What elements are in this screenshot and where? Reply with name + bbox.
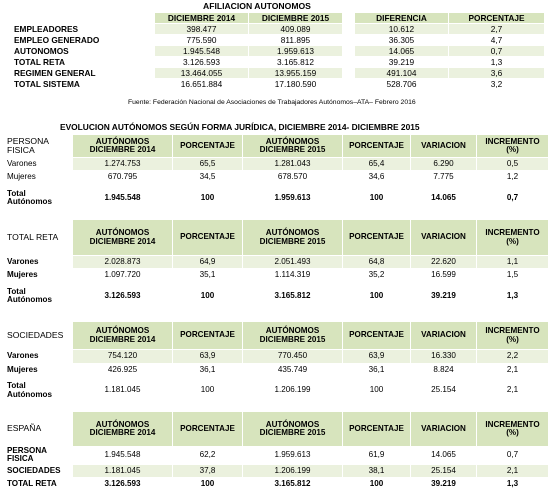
- cell: 435.749: [243, 364, 343, 377]
- table-row: [3, 256, 549, 269]
- col-header: AUTÓNOMOS DICIEMBRE 2014: [73, 412, 173, 447]
- section-header-row: [3, 322, 549, 350]
- row-label: EMPLEADORES: [7, 24, 155, 35]
- cell: 1.181.045: [73, 464, 173, 477]
- cell: 6.290: [411, 158, 477, 171]
- cell: 2,1: [477, 364, 549, 377]
- cell: 811.895: [249, 35, 343, 46]
- cell: 63,9: [343, 350, 411, 364]
- cell: 2,1: [477, 377, 549, 405]
- cell: 16.599: [411, 269, 477, 282]
- cell: 34,6: [343, 171, 411, 184]
- cell: 1.959.613: [243, 447, 343, 465]
- cell: 1,2: [477, 171, 549, 184]
- table-row: [3, 464, 549, 477]
- table-row: [3, 377, 549, 405]
- row-label: SOCIEDADES: [3, 464, 73, 477]
- cell: 678.570: [243, 171, 343, 184]
- cell: 35,2: [343, 269, 411, 282]
- row-label: TOTAL RETA: [3, 477, 73, 490]
- cell: 4,7: [449, 35, 545, 46]
- cell: 3.126.593: [73, 282, 173, 311]
- cell: 14.065: [411, 184, 477, 213]
- table-row: [7, 35, 545, 46]
- cell: 100: [173, 282, 243, 311]
- cell: 1.945.548: [73, 184, 173, 213]
- section-name: ESPAÑA: [3, 412, 73, 447]
- cell: 1.959.613: [243, 184, 343, 213]
- cell: 100: [173, 377, 243, 405]
- row-label: AUTONOMOS: [7, 46, 155, 57]
- col-header: PORCENTAJE: [343, 322, 411, 350]
- col-header: PORCENTAJE: [343, 135, 411, 158]
- table-row: [3, 184, 549, 213]
- cell: 1,3: [477, 477, 549, 490]
- col-header: AUTÓNOMOS DICIEMBRE 2015: [243, 322, 343, 350]
- section-name: TOTAL RETA: [3, 220, 73, 256]
- cell: 22.620: [411, 256, 477, 269]
- table-row: [3, 158, 549, 171]
- table-row: [3, 350, 549, 364]
- cell: 3.165.812: [243, 282, 343, 311]
- cell: 1.281.043: [243, 158, 343, 171]
- cell: 36.305: [355, 35, 449, 46]
- cell: 775.590: [155, 35, 249, 46]
- cell: 0,5: [477, 158, 549, 171]
- cell: 2.051.493: [243, 256, 343, 269]
- col-header: PORCENTAJE: [343, 412, 411, 447]
- cell: 7.775: [411, 171, 477, 184]
- col-header: INCREMENTO (%): [477, 135, 549, 158]
- col-header: AUTÓNOMOS DICIEMBRE 2015: [243, 135, 343, 158]
- section-header-row: [3, 412, 549, 447]
- table-row: [3, 269, 549, 282]
- cell: 100: [173, 477, 243, 490]
- cell: 2,1: [477, 464, 549, 477]
- cell: 10.612: [355, 24, 449, 35]
- cell: 100: [173, 184, 243, 213]
- cell: 64,9: [173, 256, 243, 269]
- cell: 63,9: [173, 350, 243, 364]
- cell: 754.120: [73, 350, 173, 364]
- cell: 1,5: [477, 269, 549, 282]
- cell: 36,1: [173, 364, 243, 377]
- cell: 64,8: [343, 256, 411, 269]
- row-label: TOTAL SISTEMA: [7, 79, 155, 90]
- col-header: PORCENTAJE: [173, 412, 243, 447]
- table-row: [3, 282, 549, 311]
- cell: 1.206.199: [243, 464, 343, 477]
- page-title: AFILIACION AUTONOMOS: [203, 1, 311, 11]
- row-label: Mujeres: [3, 171, 73, 184]
- cell: 35,1: [173, 269, 243, 282]
- table-row: [7, 46, 545, 57]
- cell: 39.219: [355, 57, 449, 68]
- col-header: PORCENTAJE: [173, 322, 243, 350]
- col-header: PORCENTAJE: [173, 135, 243, 158]
- cell: 39.219: [411, 282, 477, 311]
- col-header: INCREMENTO (%): [477, 220, 549, 256]
- cell: 100: [343, 184, 411, 213]
- cell: 0,7: [477, 184, 549, 213]
- row-label: Total Autónomos: [3, 184, 73, 213]
- cell: 13.955.159: [249, 68, 343, 79]
- section-espana: [2, 411, 549, 491]
- cell: 8.824: [411, 364, 477, 377]
- col-header: DICIEMBRE 2015: [249, 13, 343, 24]
- col-header: PORCENTAJE: [449, 13, 545, 24]
- cell: 37,8: [173, 464, 243, 477]
- cell: 14.065: [355, 46, 449, 57]
- row-label: EMPLEO GENERADO: [7, 35, 155, 46]
- section-header-row: [3, 135, 549, 158]
- cell: 13.464.055: [155, 68, 249, 79]
- col-header: VARIACION: [411, 322, 477, 350]
- section-header-row: [3, 220, 549, 256]
- col-header: PORCENTAJE: [343, 220, 411, 256]
- table-row: [7, 57, 545, 68]
- col-header: AUTÓNOMOS DICIEMBRE 2015: [243, 412, 343, 447]
- cell: 3.165.812: [249, 57, 343, 68]
- cell: 2.028.873: [73, 256, 173, 269]
- cell: 25.154: [411, 377, 477, 405]
- col-header: INCREMENTO (%): [477, 412, 549, 447]
- cell: 1.097.720: [73, 269, 173, 282]
- col-header: VARIACION: [411, 135, 477, 158]
- col-header: PORCENTAJE: [173, 220, 243, 256]
- row-label: Varones: [3, 350, 73, 364]
- cell: 398.477: [155, 24, 249, 35]
- cell: 1.274.753: [73, 158, 173, 171]
- cell: 61,9: [343, 447, 411, 465]
- table-row: [7, 24, 545, 35]
- cell: 1.181.045: [73, 377, 173, 405]
- cell: 65,4: [343, 158, 411, 171]
- col-header: INCREMENTO (%): [477, 322, 549, 350]
- cell: 1,1: [477, 256, 549, 269]
- cell: 39.219: [411, 477, 477, 490]
- cell: 770.450: [243, 350, 343, 364]
- cell: 670.795: [73, 171, 173, 184]
- cell: 3.126.593: [155, 57, 249, 68]
- cell: 3,2: [449, 79, 545, 90]
- cell: 100: [343, 282, 411, 311]
- cell: 36,1: [343, 364, 411, 377]
- section-name: PERSONA FISICA: [3, 135, 73, 158]
- cell: 38,1: [343, 464, 411, 477]
- table-row: [3, 171, 549, 184]
- cell: 1.945.548: [155, 46, 249, 57]
- cell: 16.330: [411, 350, 477, 364]
- section-name: SOCIEDADES: [3, 322, 73, 350]
- cell: 1.959.613: [249, 46, 343, 57]
- col-header: VARIACION: [411, 412, 477, 447]
- section-sociedades: [2, 321, 549, 405]
- table-header-row: [7, 13, 545, 24]
- row-label: REGIMEN GENERAL: [7, 68, 155, 79]
- cell: 34,5: [173, 171, 243, 184]
- col-header: DICIEMBRE 2014: [155, 13, 249, 24]
- cell: 528.706: [355, 79, 449, 90]
- cell: 1,3: [477, 282, 549, 311]
- row-label: TOTAL RETA: [7, 57, 155, 68]
- cell: 3.126.593: [73, 477, 173, 490]
- cell: 2,7: [449, 24, 545, 35]
- afiliacion-table: [6, 12, 545, 90]
- cell: 62,2: [173, 447, 243, 465]
- col-header: DIFERENCIA: [355, 13, 449, 24]
- cell: 491.104: [355, 68, 449, 79]
- section-persona-fisica: [2, 134, 549, 213]
- row-label: Varones: [3, 256, 73, 269]
- table-row: [3, 447, 549, 465]
- cell: 1.114.319: [243, 269, 343, 282]
- col-header: VARIACION: [411, 220, 477, 256]
- cell: 25.154: [411, 464, 477, 477]
- cell: 409.089: [249, 24, 343, 35]
- col-header: AUTÓNOMOS DICIEMBRE 2015: [243, 220, 343, 256]
- row-label: Mujeres: [3, 269, 73, 282]
- table-row: [7, 79, 545, 90]
- cell: 100: [343, 377, 411, 405]
- cell: 1,3: [449, 57, 545, 68]
- cell: 2,2: [477, 350, 549, 364]
- cell: 3.165.812: [243, 477, 343, 490]
- cell: 17.180.590: [249, 79, 343, 90]
- table-row: [3, 364, 549, 377]
- cell: 0,7: [477, 447, 549, 465]
- source-note: Fuente: Federación Nacional de Asociaciones de Trabajadores Autónomos–ATA– Febrero 2016: [128, 99, 416, 106]
- cell: 426.925: [73, 364, 173, 377]
- row-label: Mujeres: [3, 364, 73, 377]
- cell: 65,5: [173, 158, 243, 171]
- col-header: AUTÓNOMOS DICIEMBRE 2014: [73, 135, 173, 158]
- cell: 1.945.548: [73, 447, 173, 465]
- cell: 14.065: [411, 447, 477, 465]
- col-header: AUTÓNOMOS DICIEMBRE 2014: [73, 322, 173, 350]
- section-title: EVOLUCION AUTÓNOMOS SEGÚN FORMA JURÍDICA, DICIEMBRE 2014- DICIEMBRE 2015: [60, 122, 420, 132]
- table-row: [7, 68, 545, 79]
- row-label: Total Autónomos: [3, 282, 73, 311]
- section-total-reta: [2, 219, 549, 311]
- row-label: Total Autónomos: [3, 377, 73, 405]
- row-label: Varones: [3, 158, 73, 171]
- cell: 1.206.199: [243, 377, 343, 405]
- cell: 3,6: [449, 68, 545, 79]
- col-header: AUTÓNOMOS DICIEMBRE 2014: [73, 220, 173, 256]
- cell: 100: [343, 477, 411, 490]
- cell: 0,7: [449, 46, 545, 57]
- row-label: PERSONA FISICA: [3, 447, 73, 465]
- cell: 16.651.884: [155, 79, 249, 90]
